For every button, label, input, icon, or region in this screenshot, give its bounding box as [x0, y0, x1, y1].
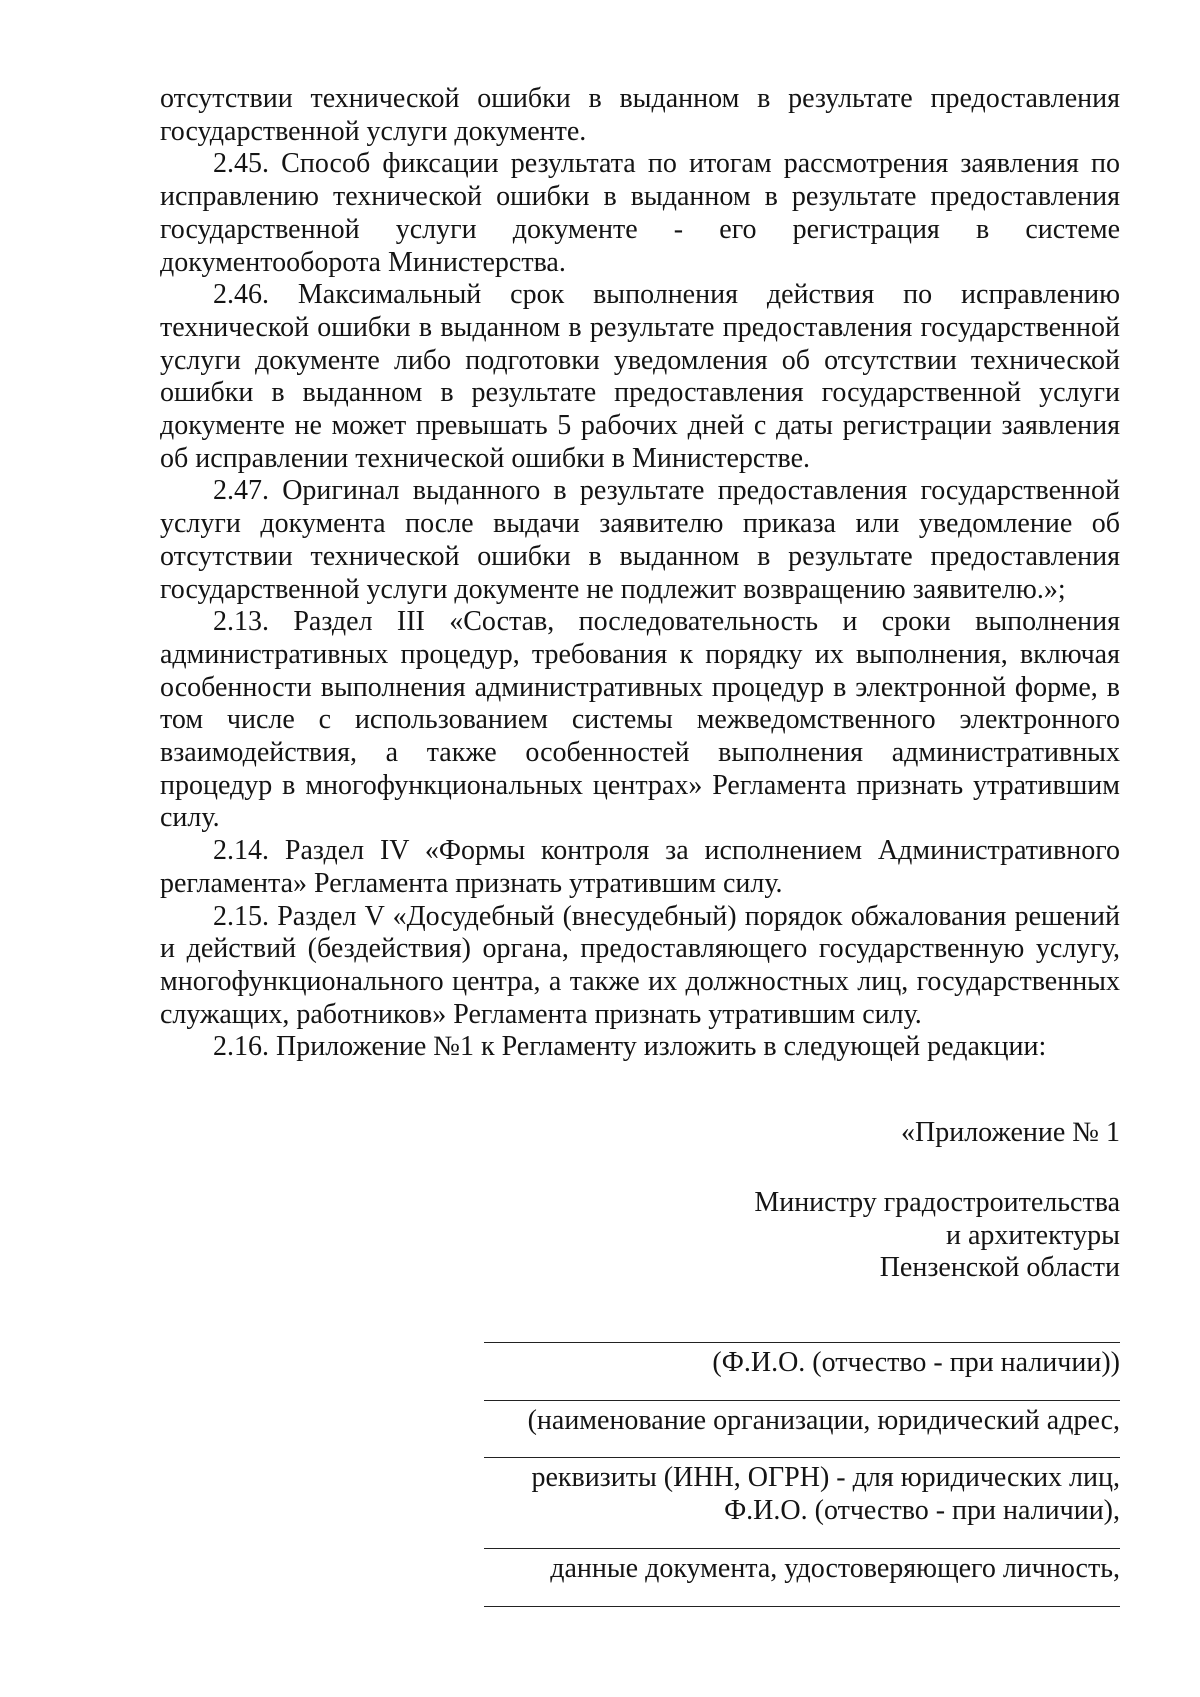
addressee-block [754, 1187, 1120, 1285]
caption-line: данные документа, удостоверяющего личность, [550, 1553, 1120, 1584]
paragraph-2-47: 2.47. Оригинал выданного в результате предоставления государственной услуги документа после выдачи заявителю приказа или уведомление об отсутствии технической ошибки в выданном в результате предоставления государственной услуги документе не подлежит возвращению заявителю.»; [160, 475, 1120, 605]
caption-line: Ф.И.О. (отчество - при наличии), [724, 1494, 1120, 1526]
paragraph-2-15: 2.15. Раздел V «Досудебный (внесудебный) порядок обжалования решений и действий (бездействия) органа, предоставляющего государственную услугу, многофункционального центра, а также их должностных лиц, государственных служащих, работников» Регламента признать утратившим силу. [160, 900, 1120, 1030]
paragraph-2-46: 2.46. Максимальный срок выполнения действия по исправлению технической ошибки в выданном в результате предоставления государственной услуги документе либо подготовки уведомления об отсутствии технической ошибки в выданном в результате предоставления государственной услуги документе не может превышать 5 рабочих дней с даты регистрации заявления об исправлении технической ошибки в Министерстве. [160, 279, 1120, 474]
field-caption-requisites [484, 1458, 1120, 1527]
caption-line: реквизиты (ИНН, ОГРН) - для юридических лиц, [531, 1462, 1120, 1493]
paragraph-2-16: 2.16. Приложение №1 к Регламенту изложить в следующей редакции: [213, 1031, 1047, 1063]
caption-line: (Ф.И.О. (отчество - при наличии)) [712, 1347, 1120, 1378]
addressee-line: и архитектуры [946, 1219, 1120, 1251]
paragraph-2-14: 2.14. Раздел IV «Формы контроля за исполнением Административного регламента» Регламента признать утратившим силу. [160, 835, 1120, 899]
paragraph-2-13: 2.13. Раздел III «Состав, последовательность и сроки выполнения административных процедур, требования к порядку их выполнения, включая особенности выполнения административных процедур в электронной форме, в том числе с использованием системы межведомственного электронного взаимодействия, а также особенностей выполнения административных процедур в многофункциональных центрах» Регламента признать утратившим силу. [160, 606, 1120, 834]
paragraph-continuation: отсутствии технической ошибки в выданном в результате предоставления государственной услуги документе. [160, 83, 1120, 147]
paragraph-2-45: 2.45. Способ фиксации результата по итогам рассмотрения заявления по исправлению технической ошибки в выданном в результате предоставления государственной услуги документе - его регистрация в системе документооборота Министерства. [160, 148, 1120, 278]
field-caption-fio [484, 1343, 1120, 1380]
caption-line: (наименование организации, юридический адрес, [527, 1404, 1120, 1436]
addressee-line: Министру градостроительства [754, 1187, 1120, 1218]
field-caption-organization [484, 1401, 1120, 1438]
blank-line [484, 1606, 1120, 1607]
appendix-label: «Приложение № 1 [901, 1117, 1120, 1148]
applicant-form [484, 1342, 1120, 1607]
addressee-line: Пензенской области [879, 1252, 1120, 1283]
field-caption-identity-document [484, 1549, 1120, 1586]
document-body [160, 83, 1120, 1064]
